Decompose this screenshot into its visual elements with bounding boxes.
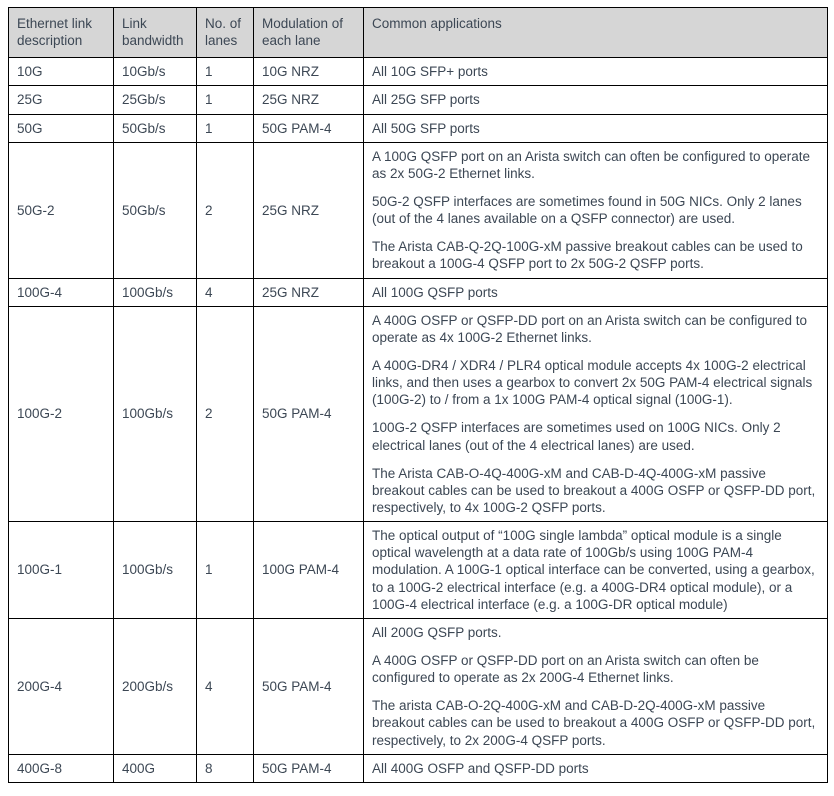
cell-applications bbox=[364, 522, 828, 619]
cell-link-bandwidth: 100Gb/s bbox=[114, 278, 197, 306]
ethernet-link-table bbox=[8, 7, 828, 783]
column-header-lanes-line1: No. of bbox=[205, 16, 242, 31]
cell-link-bandwidth: 50Gb/s bbox=[114, 142, 197, 278]
cell-modulation: 100G PAM-4 bbox=[254, 522, 364, 619]
cell-link-bandwidth: 200Gb/s bbox=[114, 618, 197, 754]
cell-link-description: 50G-2 bbox=[9, 142, 114, 278]
column-header-link-description bbox=[9, 8, 114, 58]
table-header bbox=[9, 8, 828, 58]
cell-applications bbox=[364, 278, 828, 306]
column-header-modulation-line2: each lane bbox=[262, 33, 321, 49]
column-header-applications bbox=[364, 8, 828, 58]
cell-modulation: 50G PAM-4 bbox=[254, 114, 364, 142]
column-header-lanes bbox=[197, 8, 254, 58]
table-row bbox=[9, 114, 828, 142]
cell-modulation: 50G PAM-4 bbox=[254, 618, 364, 754]
cell-applications bbox=[364, 114, 828, 142]
table-row bbox=[9, 306, 828, 521]
cell-lanes: 1 bbox=[197, 114, 254, 142]
cell-link-description: 100G-4 bbox=[9, 278, 114, 306]
application-paragraph: All 10G SFP+ ports bbox=[372, 64, 488, 80]
application-paragraph: A 400G OSFP or QSFP-DD port on an Arista switch can often be configured to operate as 2x 200G-4 Ethernet links. bbox=[372, 652, 759, 686]
column-header-link-bandwidth-line2: bandwidth bbox=[122, 33, 184, 49]
cell-link-bandwidth: 100Gb/s bbox=[114, 522, 197, 619]
cell-applications bbox=[364, 618, 828, 754]
application-paragraph: 100G-2 QSFP interfaces are sometimes used on 100G NICs. Only 2 electrical lanes (out of the 4 electrical lanes) are used. bbox=[372, 420, 781, 453]
cell-link-description: 100G-2 bbox=[9, 306, 114, 521]
column-header-modulation bbox=[254, 8, 364, 58]
application-paragraph: The arista CAB-O-2Q-400G-xM and CAB-D-2Q-400G-xM passive breakout cables can be used to breakout a 400G OSFP or QSFP-DD port, respectively, to 2x 200G-4 QSFP ports. bbox=[372, 698, 816, 748]
column-header-modulation-line1: Modulation of bbox=[262, 16, 344, 31]
application-paragraph: The Arista CAB-Q-2Q-100G-xM passive breakout cables can be used to breakout a 100G-4 QSFP port to 2x 50G-2 QSFP ports. bbox=[372, 239, 803, 272]
cell-lanes: 1 bbox=[197, 58, 254, 86]
column-header-link-description-line1: Ethernet link bbox=[17, 16, 93, 31]
cell-lanes: 1 bbox=[197, 522, 254, 619]
cell-applications bbox=[364, 306, 828, 521]
application-paragraph: All 200G QSFP ports. bbox=[372, 624, 502, 640]
cell-modulation: 50G PAM-4 bbox=[254, 754, 364, 782]
table-row bbox=[9, 522, 828, 619]
cell-link-description: 25G bbox=[9, 86, 114, 114]
cell-link-bandwidth: 50Gb/s bbox=[114, 114, 197, 142]
table-row bbox=[9, 86, 828, 114]
column-header-link-bandwidth bbox=[114, 8, 197, 58]
table-row bbox=[9, 754, 828, 782]
cell-link-description: 10G bbox=[9, 58, 114, 86]
cell-modulation: 25G NRZ bbox=[254, 142, 364, 278]
cell-applications bbox=[364, 142, 828, 278]
application-paragraph: All 25G SFP ports bbox=[372, 92, 480, 108]
table-row bbox=[9, 58, 828, 86]
table-row bbox=[9, 618, 828, 754]
application-paragraph: A 400G-DR4 / XDR4 / PLR4 optical module accepts 4x 100G-2 electrical links, and then uses a gearbox to convert 2x 50G PAM-4 electrical signals (100G-2) to / from a 1x 100G PAM-4 optical signal (100G-1). bbox=[372, 357, 813, 408]
table-row bbox=[9, 142, 828, 278]
cell-link-bandwidth: 25Gb/s bbox=[114, 86, 197, 114]
application-paragraph: The Arista CAB-O-4Q-400G-xM and CAB-D-4Q-400G-xM passive breakout cables can be used to breakout a 400G OSFP or QSFP-DD port, respectively, to 4x 100G-2 QSFP ports. bbox=[372, 465, 816, 515]
cell-lanes: 2 bbox=[197, 142, 254, 278]
cell-modulation: 25G NRZ bbox=[254, 86, 364, 114]
cell-link-description: 400G-8 bbox=[9, 754, 114, 782]
cell-link-description: 200G-4 bbox=[9, 618, 114, 754]
column-header-link-bandwidth-line1: Link bbox=[122, 16, 147, 31]
cell-modulation: 25G NRZ bbox=[254, 278, 364, 306]
cell-link-description: 100G-1 bbox=[9, 522, 114, 619]
ethernet-link-table-container bbox=[8, 7, 827, 783]
cell-lanes: 4 bbox=[197, 278, 254, 306]
table-body bbox=[9, 58, 828, 783]
cell-modulation: 10G NRZ bbox=[254, 58, 364, 86]
cell-lanes: 8 bbox=[197, 754, 254, 782]
cell-applications bbox=[364, 58, 828, 86]
application-paragraph: A 400G OSFP or QSFP-DD port on an Arista switch can be configured to operate as 4x 100G-2 Ethernet links. bbox=[372, 312, 807, 345]
cell-lanes: 4 bbox=[197, 618, 254, 754]
cell-lanes: 2 bbox=[197, 306, 254, 521]
application-paragraph: All 50G SFP ports bbox=[372, 120, 480, 136]
cell-lanes: 1 bbox=[197, 86, 254, 114]
column-header-link-description-line2: description bbox=[17, 33, 83, 49]
column-header-applications-line1: Common applications bbox=[372, 16, 502, 31]
cell-applications bbox=[364, 86, 828, 114]
application-paragraph: All 100G QSFP ports bbox=[372, 284, 498, 300]
cell-link-bandwidth: 100Gb/s bbox=[114, 306, 197, 521]
cell-link-bandwidth: 400G bbox=[114, 754, 197, 782]
application-paragraph: 50G-2 QSFP interfaces are sometimes found in 50G NICs. Only 2 lanes (out of the 4 lanes available on a QSFP connector) are used. bbox=[372, 193, 802, 227]
table-header-row bbox=[9, 8, 828, 58]
column-header-lanes-line2: lanes bbox=[205, 33, 238, 49]
cell-link-bandwidth: 10Gb/s bbox=[114, 58, 197, 86]
application-paragraph: A 100G QSFP port on an Arista switch can often be configured to operate as 2x 50G-2 Ethernet links. bbox=[372, 148, 811, 181]
application-paragraph: The optical output of “100G single lambda” optical module is a single optical wavelength at a data rate of 100Gb/s using 100G PAM-4 modulation. A 100G-1 optical interface can be converted, using a gearbox, to a 100G-2 electrical interface (e.g. a 400G-DR4 optical module), or a 100G-4 electrical interface (e.g. a 100G-DR optical module) bbox=[372, 528, 815, 612]
table-row bbox=[9, 278, 828, 306]
application-paragraph: All 400G OSFP and QSFP-DD ports bbox=[372, 760, 589, 776]
cell-link-description: 50G bbox=[9, 114, 114, 142]
cell-modulation: 50G PAM-4 bbox=[254, 306, 364, 521]
cell-applications bbox=[364, 754, 828, 782]
